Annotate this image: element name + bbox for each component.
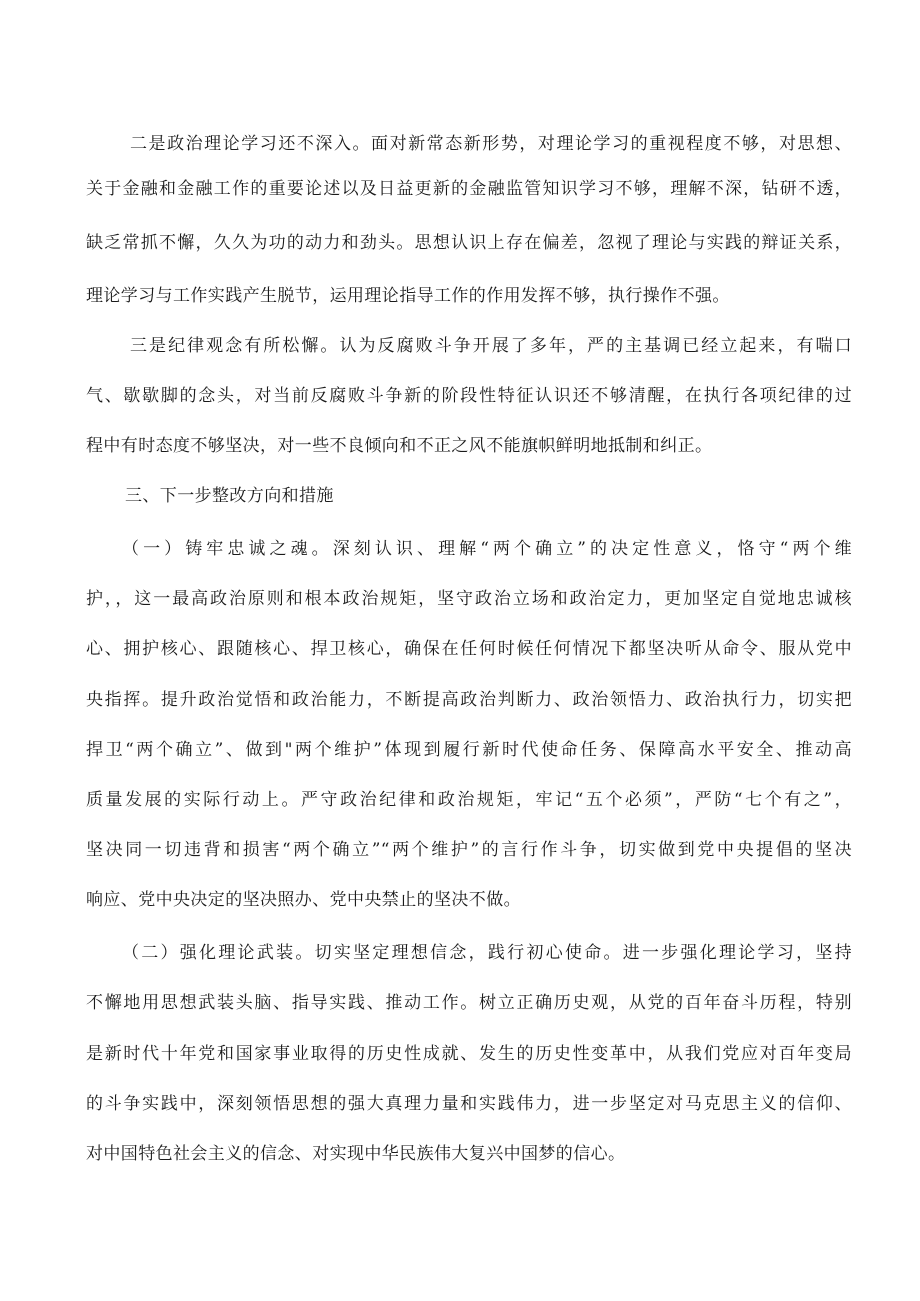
text-line: 二是政治理论学习还不深入。面对新常态新形势，对理论学习的重视程度不够，对思想、 bbox=[130, 134, 852, 154]
text-line: 质量发展的实际行动上。严守政治纪律和政治规矩，牢记“五个必须”，严防“七个有之”， bbox=[86, 790, 852, 810]
text-line: 程中有时态度不够坚决，对一些不良倾向和不正之风不能旗帜鲜明地抵制和纠正。 bbox=[86, 436, 713, 456]
text-line: 缺乏常抓不懈，久久为功的动力和劲头。思想认识上存在偏差，忽视了理论与实践的辩证关系， bbox=[86, 233, 852, 253]
text-line: 心、拥护核心、跟随核心、捍卫核心，确保在任何时候任何情况下都坚决听从命令、服从党中 bbox=[86, 639, 852, 659]
text-line: 三是纪律观念有所松懈。认为反腐败斗争开展了多年，严的主基调已经立起来，有喘口 bbox=[130, 336, 852, 356]
text-line: 捍卫“两个确立”、做到"两个维护”体现到履行新时代使命任务、保障高水平安全、推动高 bbox=[86, 740, 852, 760]
text-line: （二）强化理论武装。切实坚定理想信念，践行初心使命。进一步强化理论学习，坚持 bbox=[122, 943, 852, 963]
section-heading: 三、下一步整改方向和措施 bbox=[125, 486, 334, 506]
text-line: 护，，这一最高政治原则和根本政治规矩，坚守政治立场和政治定力，更加坚定自觉地忠诚核 bbox=[86, 589, 852, 609]
text-line: 响应、党中央决定的坚决照办、党中央禁止的坚决不做。 bbox=[86, 890, 521, 910]
text-line: 理论学习与工作实践产生脱节，运用理论指导工作的作用发挥不够，执行操作不强。 bbox=[86, 286, 730, 306]
text-line: 关于金融和金融工作的重要论述以及日益更新的金融监管知识学习不够，理解不深，钻研不透， bbox=[86, 179, 852, 199]
text-line: 的斗争实践中，深刻领悟思想的强大真理力量和实践伟力，进一步坚定对马克思主义的信仰、 bbox=[86, 1094, 852, 1114]
text-line: 不懈地用思想武装头脑、指导实践、推动工作。树立正确历史观，从党的百年奋斗历程，特别 bbox=[86, 993, 852, 1013]
text-line: 坚决同一切违背和损害“两个确立”“两个维护”的言行作斗争，切实做到党中央提倡的坚决 bbox=[86, 840, 852, 860]
text-line: （一）铸牢忠诚之魂。深刻认识、理解“两个确立”的决定性意义，恪守“两个维 bbox=[122, 539, 852, 559]
text-line: 央指挥。提升政治觉悟和政治能力，不断提高政治判断力、政治领悟力、政治执行力，切实把 bbox=[86, 690, 852, 710]
text-line: 是新时代十年党和国家事业取得的历史性成就、发生的历史性变革中，从我们党应对百年变局 bbox=[86, 1044, 852, 1064]
text-line: 气、歇歇脚的念头，对当前反腐败斗争新的阶段性特征认识还不够清醒，在执行各项纪律的过 bbox=[86, 386, 852, 406]
text-line: 对中国特色社会主义的信念、对实现中华民族伟大复兴中国梦的信心。 bbox=[86, 1144, 626, 1164]
